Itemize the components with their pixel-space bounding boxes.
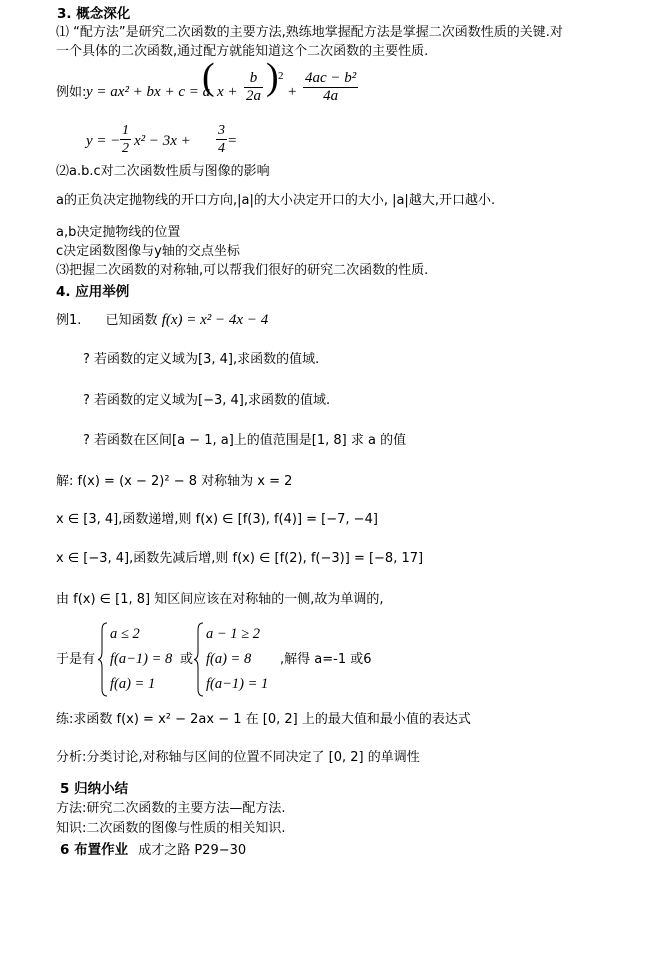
system-b-line1: a − 1 ≥ 2 [206,626,260,642]
example-lhs: y = − [86,133,121,149]
system-a-line2: f(a−1) = 8 [110,651,173,667]
question3: ? 若函数在区间[a − 1, a]上的值范围是[1, 8] 求 a 的值 [83,433,407,448]
example-mid: x² − 3x + [134,133,191,149]
fraction-b-over-2a: $\frac{b}{2a}$ [246,70,261,104]
practice-problem: 练:求函数 f(x) = x² − 2ax − 1 在 [0, 2] 上的最大值和最小值的表达式 [56,712,471,727]
systems-or: 或 [180,652,194,667]
system-a [98,622,172,697]
section6-line [60,842,246,859]
example1-text: 已知函数 [105,313,158,328]
question2: ? 若函数的定义域为[−3, 4],求函数的值域. [83,393,331,408]
systems-prefix: 于是有 [56,652,96,667]
example-equals: = [228,133,237,149]
solution-line1: 解: f(x) = (x − 2)² − 8 对称轴为 x = 2 [56,474,293,489]
formula-plus: + [288,84,297,100]
system-a-line3: f(a) = 1 [110,676,156,692]
example1-function: f(x) = x² − 4x − 4 [161,312,269,328]
solution-line4: 由 f(x) ∈ [1, 8] 知区间应该在对称轴的一侧,故为单调的, [56,592,384,607]
section3-para3: ⑶把握二次函数的对称轴,可以帮我们很好的研究二次函数的性质. [56,263,429,278]
system-b [194,622,268,697]
system-b-line2: f(a) = 8 [206,651,252,667]
section4-heading: 4. 应用举例 [56,284,130,300]
section3-para2-c: c决定函数图像与y轴的交点坐标 [56,244,240,259]
section3-heading: 3. 概念深化 [57,6,131,22]
summary-method: 方法:研究二次函数的主要方法—配方法. [56,801,286,816]
fraction-vertex-term: $\frac{\text{4ac − b²}}{4a}$ [305,70,357,104]
systems-result: ,解得 a=-1 或6 [280,652,372,667]
section5-heading: 5 归纳小结 [60,781,129,797]
question1: ? 若函数的定义域为[3, 4],求函数的值域. [83,352,320,367]
example1-label: 例1. [56,313,82,328]
solution-line3: x ∈ [−3, 4],函数先减后增,则 f(x) ∈ [f(2), f(−3)] = [−8, 17] [56,551,424,566]
section3-para2-a: a的正负决定抛物线的开口方向,|a|的大小决定开口的大小, |a|越大,开口越小. [56,193,496,208]
homework-text: 成才之路 P29−30 [138,843,247,858]
system-b-line3: f(a−1) = 1 [206,676,269,692]
formula-x: x + [217,84,238,100]
formula-lhs: y = ax² + bx + c = a [86,84,211,100]
section6-heading: 6 布置作业 [60,842,129,858]
solution-line2: x ∈ [3, 4],函数递增,则 f(x) ∈ [f(3), f(4)] = [−7, −4] [56,512,378,527]
example1-statement [56,312,268,329]
analysis-text: 分析:分类讨论,对称轴与区间的位置不同决定了 [0, 2] 的单调性 [56,750,420,765]
summary-knowledge: 知识:二次函数的图像与性质的相关知识. [56,821,286,836]
section3-para1-line2: 一个具体的二次函数,通过配方就能知道这个二次函数的主要性质. [56,44,429,59]
system-a-line1: a ≤ 2 [110,626,140,642]
fraction-one-half: $\frac{1}{2}$ [122,123,129,156]
section3-para1-line1: ⑴ “配方法”是研究二次函数的主要方法,熟练地掌握配方法是掌握二次函数性质的关键.对 [56,25,563,40]
fraction-three-quarters: $\frac{3}{4}$ [218,123,225,156]
section3-para2-ab: a,b决定抛物线的位置 [56,225,181,240]
section3-para2: ⑵a.b.c对二次函数性质与图像的影响 [56,164,270,179]
square-exponent: 2 [278,70,284,82]
example-label: 例如: [56,85,87,100]
